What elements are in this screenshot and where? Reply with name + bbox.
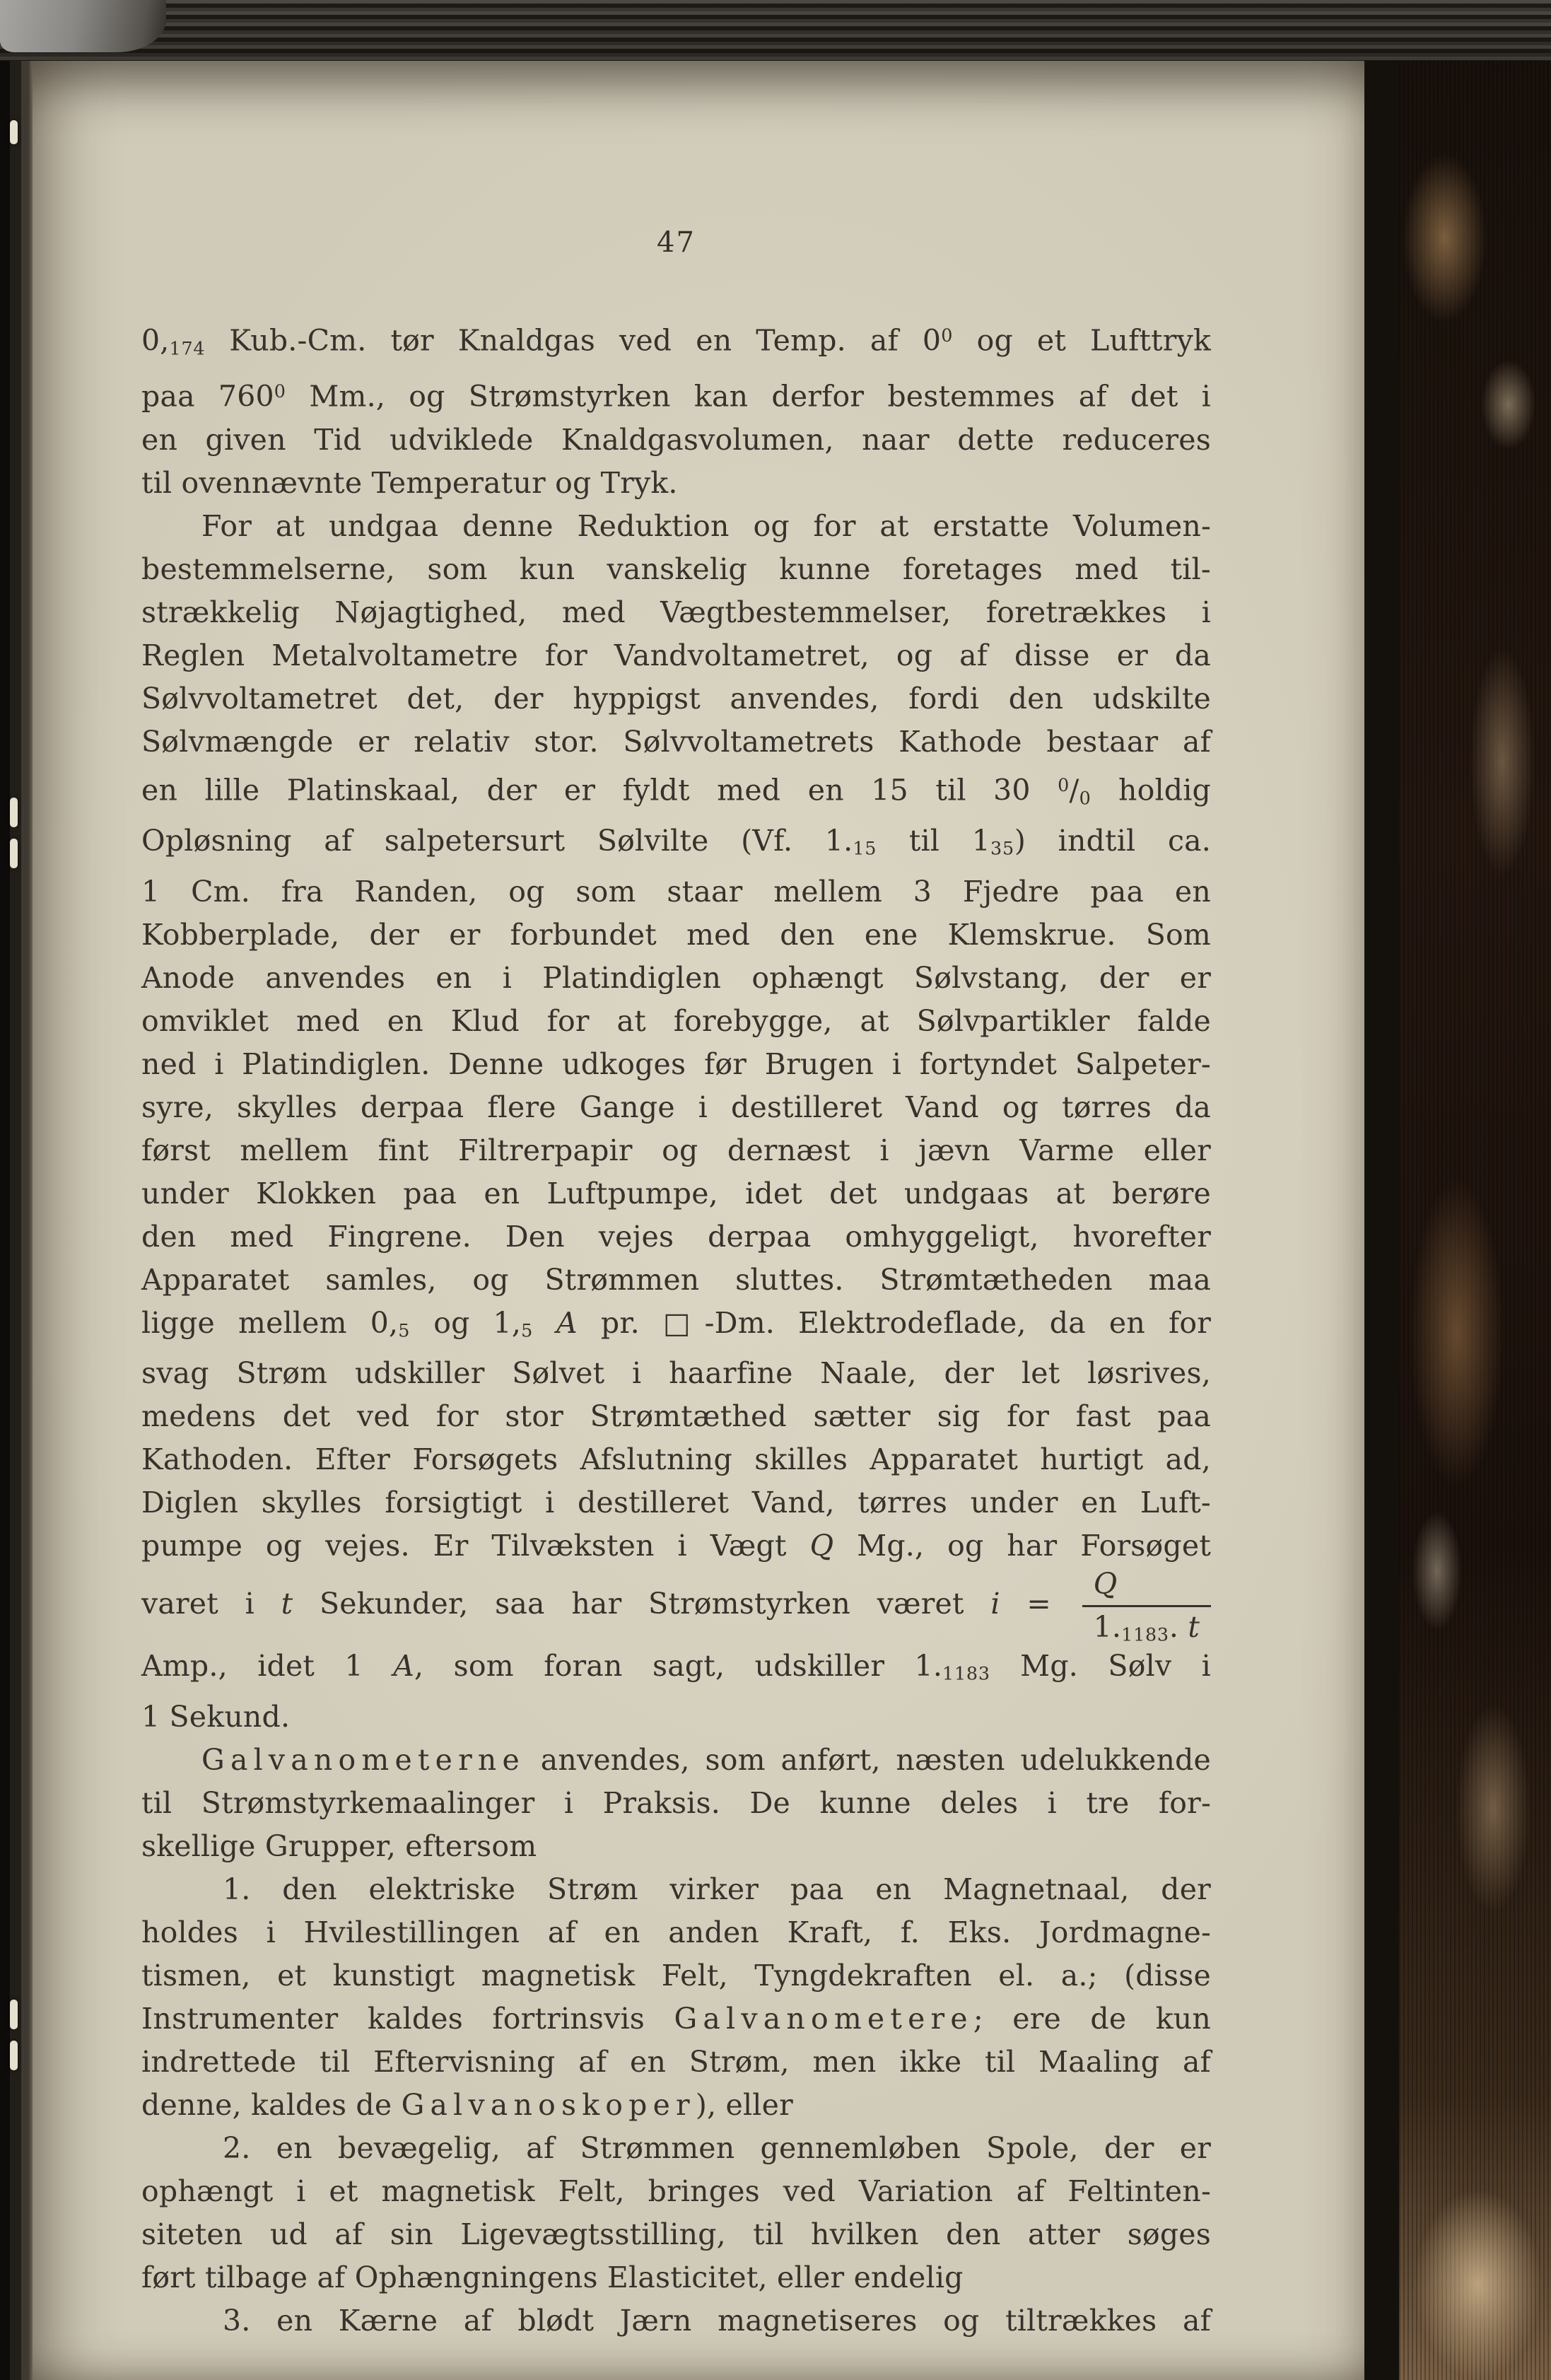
text-segment: til ovennævnte Temperatur og Tryk. [141, 465, 678, 500]
text-segment: ophængt i et magnetisk Felt, bringes ved Variation af Feltinten- [141, 2174, 1211, 2208]
text-segment: ligge mellem 0, [141, 1305, 399, 1340]
text-segment: i [990, 1587, 1000, 1621]
text-segment: Kub.-Cm. tør Knaldgas ved en Temp. af 0 [205, 323, 942, 358]
text-segment: ned i Platindiglen. Denne udkoges før Brugen i fortyndet Salpeter- [141, 1046, 1211, 1081]
text-line [141, 2041, 1211, 2084]
text-line [141, 1645, 1211, 1696]
text-line [141, 2213, 1211, 2256]
text-line [141, 1129, 1211, 1172]
text-line [141, 1481, 1211, 1524]
binding-stitch [10, 2041, 18, 2070]
text-segment: pumpe og vejes. Er Tilvæksten i Vægt [141, 1529, 810, 1563]
text-segment [533, 1306, 556, 1340]
text-segment: Amp., idet 1 [141, 1649, 394, 1684]
text-line [141, 2170, 1211, 2213]
page-number: 47 [657, 226, 696, 259]
text-segment: pr. □-Dm. Elektrodeflade, da en for [577, 1305, 1211, 1340]
text-line [141, 819, 1211, 870]
text-line [141, 1086, 1211, 1129]
text-segment: svag Strøm udskiller Sølvet i haarfine Naale, der let løsrives, [141, 1356, 1211, 1391]
text-line [141, 1911, 1211, 1954]
text-segment: Sekunder, saa har Strømstyrken været [293, 1587, 991, 1621]
text-line [141, 1302, 1211, 1353]
text-segment: ført tilbage af Ophængningens Elasticitet, eller endelig [141, 2260, 964, 2294]
text-segment: A [556, 1305, 578, 1340]
text-segment: 0, [141, 323, 170, 358]
text-line [141, 721, 1211, 764]
book-top-edge [0, 0, 1551, 61]
text-line [141, 1868, 1211, 1911]
text-line [141, 1259, 1211, 1302]
text-segment: Anode anvendes en i Platindiglen ophængt Sølvstang, der er [141, 960, 1211, 995]
text-segment: 1. [1093, 1609, 1122, 1644]
text-segment: 1183 [1121, 1623, 1169, 1645]
text-line [141, 314, 1211, 370]
text-line [141, 870, 1211, 914]
text-segment: Diglen skylles forsigtigt i destilleret Vand, tørres under en Luft- [141, 1486, 1211, 1520]
text-segment: 0 [274, 380, 286, 402]
binding-stitch [10, 2000, 18, 2029]
text-line [141, 591, 1211, 634]
text-line [141, 1000, 1211, 1043]
text-segment: Kobberplade, der er forbundet med den ene Klemskrue. Som [141, 917, 1211, 952]
text-segment: / [1069, 773, 1079, 807]
text-line [141, 462, 1211, 505]
text-line [141, 1043, 1211, 1086]
text-line [141, 1954, 1211, 1997]
text-segment: Galvanometerne [201, 1742, 525, 1777]
text-line [141, 2299, 1211, 2343]
binding-stitch [10, 120, 18, 144]
text-segment: 1183 [942, 1662, 990, 1684]
text-segment: denne, kaldes de [141, 2087, 402, 2122]
page-stack-edge [1364, 59, 1399, 2380]
text-segment: en given Tid udviklede Knaldgasvolumen, naar dette reduceres [141, 422, 1211, 457]
text-segment: Instrumenter kaldes fortrinsvis [141, 2001, 674, 2036]
text-segment: holdes i Hvilestillingen af en anden Kraft, f. Eks. Jordmagne- [141, 1915, 1211, 1949]
text-line [141, 1997, 1211, 2041]
text-segment: strækkelig Nøjagtighed, med Vægtbestemmelser, foretrækkes i [141, 595, 1211, 629]
text-segment: ), eller [695, 2087, 793, 2122]
text-segment: paa 760 [141, 379, 274, 414]
text-segment: medens det ved for stor Strømtæthed sætter sig for fast paa [141, 1399, 1211, 1434]
text-segment: omviklet med en Klud for at forebygge, at Sølvpartikler falde [141, 1003, 1211, 1038]
text-line [141, 1825, 1211, 1868]
text-line [141, 2084, 1211, 2127]
text-segment: under Klokken paa en Luftpumpe, idet det undgaas at berøre [141, 1176, 1211, 1211]
text-segment: Sølvvoltametret det, der hyppigst anvendes, fordi den udskilte [141, 681, 1211, 716]
text-segment: Mg., og har Forsøget [833, 1529, 1212, 1563]
text-line [141, 957, 1211, 1000]
text-segment: ; ere de kun [973, 2001, 1211, 2036]
text-segment: og 1, [410, 1305, 522, 1340]
text-segment: holdig [1091, 773, 1211, 807]
text-line [141, 1352, 1211, 1395]
text-segment: Apparatet samles, og Strømmen sluttes. Strømtætheden maa [141, 1262, 1211, 1297]
text-segment: varet i [141, 1587, 281, 1621]
text-segment: Galvanometere [674, 2001, 973, 2036]
text-segment: 174 [169, 337, 206, 359]
text-line [141, 634, 1211, 677]
text-segment: Opløsning af salpetersurt Sølvilte (Vf. 1. [141, 824, 853, 858]
text-segment: 1. den elektriske Strøm virker paa en Magnetnaal, der [223, 1872, 1211, 1906]
text-line [141, 1739, 1211, 1782]
text-segment: 0 [941, 325, 953, 346]
text-segment: anvendes, som anført, næsten udelukkende [525, 1742, 1211, 1777]
page-text [141, 314, 1211, 2343]
text-segment: 15 [853, 837, 877, 859]
text-line [141, 764, 1211, 819]
text-segment: 0 [1058, 774, 1070, 795]
text-segment: Mm., og Strømstyrken kan derfor bestemmes af det i [286, 379, 1211, 414]
text-segment: Kathoden. Efter Forsøgets Afslutning skilles Apparatet hurtigt ad, [141, 1442, 1211, 1477]
text-line [141, 2256, 1211, 2299]
text-segment: t [281, 1587, 293, 1621]
text-segment: siteten ud af sin Ligevægtsstilling, til hvilken den atter søges [141, 2217, 1211, 2251]
text-segment: og et Lufttryk [952, 323, 1212, 358]
text-segment: den med Fingrene. Den vejes derpaa omhyggeligt, hvorefter [141, 1219, 1211, 1254]
text-segment: Q [809, 1529, 834, 1563]
fraction [1082, 1568, 1211, 1645]
text-segment: Galvanoskoper [401, 2087, 696, 2122]
text-line [141, 677, 1211, 721]
text-line [141, 914, 1211, 957]
binding-stitch [10, 798, 18, 827]
text-segment: 0 [1079, 787, 1091, 809]
text-segment: . [1169, 1609, 1188, 1644]
text-segment: t [1188, 1609, 1200, 1644]
text-segment: 5 [398, 1319, 411, 1341]
text-segment: , som foran sagt, udskiller 1. [414, 1649, 943, 1684]
text-segment: indrettede til Eftervisning af en Strøm, men ikke til Maaling af [141, 2044, 1211, 2079]
text-line [141, 505, 1211, 548]
text-line [141, 370, 1211, 419]
book-cover-corner [0, 0, 166, 52]
text-segment: 5 [521, 1319, 534, 1341]
text-segment: 1 Cm. fra Randen, og som staar mellem 3 Fjedre paa en [141, 874, 1211, 909]
text-segment: syre, skylles derpaa flere Gange i destilleret Vand og tørres da [141, 1090, 1211, 1124]
text-segment: skellige Grupper, eftersom [141, 1828, 537, 1863]
text-segment: Mg. Sølv i [990, 1649, 1211, 1684]
text-line [141, 1696, 1211, 1739]
text-segment: til 1 [877, 824, 991, 858]
text-line [141, 1395, 1211, 1438]
text-segment: 1 Sekund. [141, 1699, 291, 1734]
text-segment: en lille Platinskaal, der er fyldt med en 15 til 30 [141, 773, 1058, 807]
text-segment: tismen, et kunstigt magnetisk Felt, Tyngdekraften el. a.; (disse [141, 1958, 1211, 1993]
text-line [141, 1215, 1211, 1259]
book-fore-edge-marbled [1399, 0, 1551, 2380]
text-segment: 2. en bevægelig, af Strømmen gennemløben Spole, der er [223, 2130, 1211, 2165]
text-line [141, 1524, 1211, 1568]
text-segment: ) indtil ca. [1014, 824, 1211, 858]
text-segment: 35 [990, 837, 1014, 859]
text-line [141, 1172, 1211, 1215]
text-segment: = [1000, 1587, 1078, 1621]
page-paper [33, 59, 1364, 2380]
text-segment: 3. en Kærne af blødt Jærn magnetiseres og tiltrækkes af [223, 2303, 1211, 2338]
text-line [141, 1782, 1211, 1825]
text-segment: Sølvmængde er relativ stor. Sølvvoltametrets Kathode bestaar af [141, 724, 1211, 759]
text-line [141, 419, 1211, 462]
text-segment: bestemmelserne, som kun vanskelig kunne foretages med til- [141, 552, 1211, 586]
text-segment: til Strømstyrkemaalinger i Praksis. De kunne deles i tre for- [141, 1785, 1211, 1820]
text-segment: Q [1093, 1567, 1118, 1602]
text-segment: Reglen Metalvoltametre for Vandvoltametret, og af disse er da [141, 638, 1211, 672]
text-segment: A [393, 1649, 414, 1684]
text-line [141, 1438, 1211, 1481]
text-segment: først mellem fint Filtrerpapir og dernæst i jævn Varme eller [141, 1133, 1211, 1167]
text-line [141, 1568, 1211, 1645]
text-line [141, 2127, 1211, 2170]
text-segment: For at undgaa denne Reduktion og for at erstatte Volumen- [201, 508, 1211, 543]
text-line [141, 548, 1211, 591]
binding-stitch [10, 839, 18, 868]
